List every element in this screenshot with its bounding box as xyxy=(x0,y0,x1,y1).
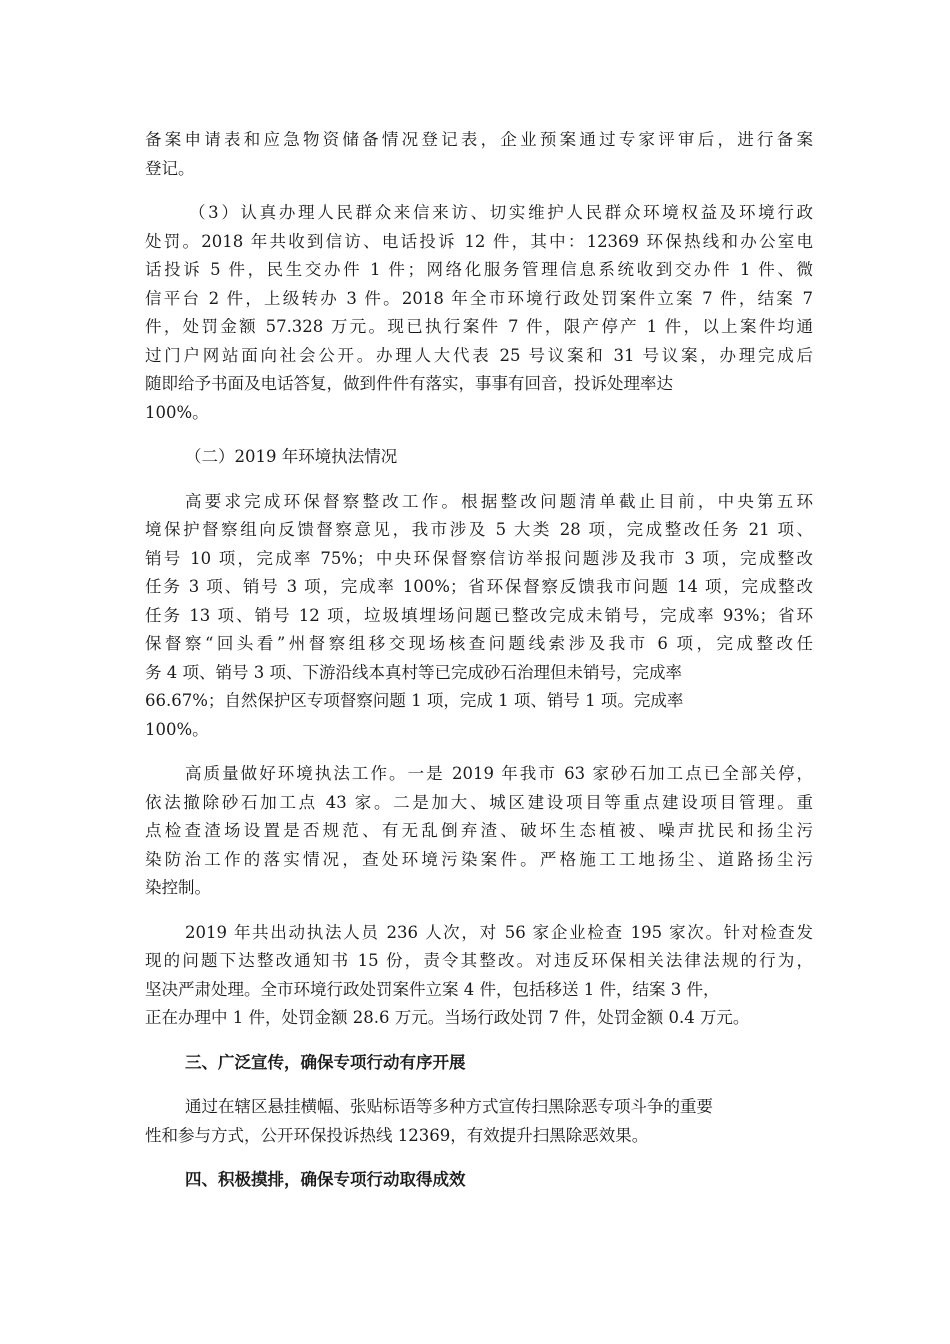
text-line: 任务 13 项、销号 12 项，垃圾填埋场问题已整改完成未销号，完成率 93%；省环 xyxy=(145,605,813,625)
text-line: 高要求完成环保督察整改工作。根据整改问题清单截止目前，中央第五环 xyxy=(185,491,813,511)
text-line: 性和参与方式，公开环保投诉热线 12369，有效提升扫黑除恶效果。 xyxy=(145,1125,649,1145)
text-line: 境保护督察组向反馈督察意见，我市涉及 5 大类 28 项，完成整改任务 21 项、 xyxy=(145,520,813,539)
text-line: （3）认真办理人民群众来信来访、切实维护人民群众环境权益及环境行政 xyxy=(189,203,813,222)
text-line: 话投诉 5 件，民生交办件 1 件；网络化服务管理信息系统收到交办件 1 件、微 xyxy=(145,260,813,279)
paragraph-2019-statistics xyxy=(145,919,813,1033)
text-line: 处罚。2018 年共收到信访、电话投诉 12 件，其中：12369 环保热线和办公室电 xyxy=(145,231,813,251)
section-subheading: （二）2019 年环境执法情况 xyxy=(185,447,398,466)
text-line: 销号 10 项，完成率 75%；中央环保督察信访举报问题涉及我市 3 项，完成整改 xyxy=(145,548,813,568)
section-heading-4: 四、积极摸排，确保专项行动取得成效 xyxy=(185,1170,466,1189)
text-line: 点检查渣场设置是否规范、有无乱倒弃渣、破坏生态植被、噪声扰民和扬尘污 xyxy=(145,821,813,840)
text-line: 任务 3 项、销号 3 项，完成率 100%；省环保督察反馈我市问题 14 项，完成整改 xyxy=(145,577,813,596)
text-line: 信平台 2 件，上级转办 3 件。2018 年全市环境行政处罚案件立案 7 件，结案 7 xyxy=(145,288,813,308)
text-line: 染防治工作的落实情况，查处环境污染案件。严格施工工地扬尘、道路扬尘污 xyxy=(145,849,813,869)
text-line: 件，处罚金额 57.328 万元。现已执行案件 7 件，限产停产 1 件，以上案件均通 xyxy=(145,317,813,336)
document-page xyxy=(145,126,813,1211)
paragraph-inspection-rectification xyxy=(145,488,813,745)
text-line: 现的问题下达整改通知书 15 份，责令其整改。对违反环保相关法律法规的行为， xyxy=(145,951,813,970)
paragraph-publicity xyxy=(145,1093,813,1150)
subheading-2019-enforcement xyxy=(145,443,813,472)
paragraph-enforcement-work xyxy=(145,760,813,903)
section-heading-3: 三、广泛宣传，确保专项行动有序开展 xyxy=(185,1052,466,1072)
text-line: 100%。 xyxy=(145,719,209,739)
text-line: 坚决严肃处理。全市环境行政处罚案件立案 4 件，包括移送 1 件，结案 3 件， xyxy=(145,979,720,999)
paragraph-petitions xyxy=(145,199,813,427)
text-line: 过门户网站面向社会公开。办理人大代表 25 号议案和 31 号议案，办理完成后 xyxy=(145,345,813,365)
text-line: 登记。 xyxy=(145,158,195,178)
text-line: 染控制。 xyxy=(145,878,211,897)
text-line: 通过在辖区悬挂横幅、张贴标语等多种方式宣传扫黑除恶专项斗争的重要 xyxy=(185,1097,713,1116)
text-line: 保督察“回头看”州督察组移交现场核查问题线索涉及我市 6 项，完成整改任 xyxy=(145,634,813,653)
text-line: 备案申请表和应急物资储备情况登记表，企业预案通过专家评审后，进行备案 xyxy=(145,130,813,149)
text-line: 随即给予书面及电话答复，做到件件有落实，事事有回音，投诉处理率达 xyxy=(145,374,673,393)
text-line: 66.67%；自然保护区专项督察问题 1 项，完成 1 项、销号 1 项。完成率 xyxy=(145,691,684,710)
text-line: 高质量做好环境执法工作。一是 2019 年我市 63 家砂石加工点已全部关停， xyxy=(185,764,813,783)
text-line: 正在办理中 1 件，处罚金额 28.6 万元。当场行政处罚 7 件，处罚金额 0.4 万元。 xyxy=(145,1008,750,1027)
text-line: 依法撤除砂石加工点 43 家。二是加大、城区建设项目等重点建设项目管理。重 xyxy=(145,792,813,812)
text-line: 2019 年共出动执法人员 236 人次，对 56 家企业检查 195 家次。针对检查发 xyxy=(185,922,813,942)
text-line: 务 4 项、销号 3 项、下游沿线本真村等已完成砂石治理但未销号，完成率 xyxy=(145,662,682,682)
text-line: 100%。 xyxy=(145,402,209,422)
paragraph-filing-continuation xyxy=(145,126,813,183)
